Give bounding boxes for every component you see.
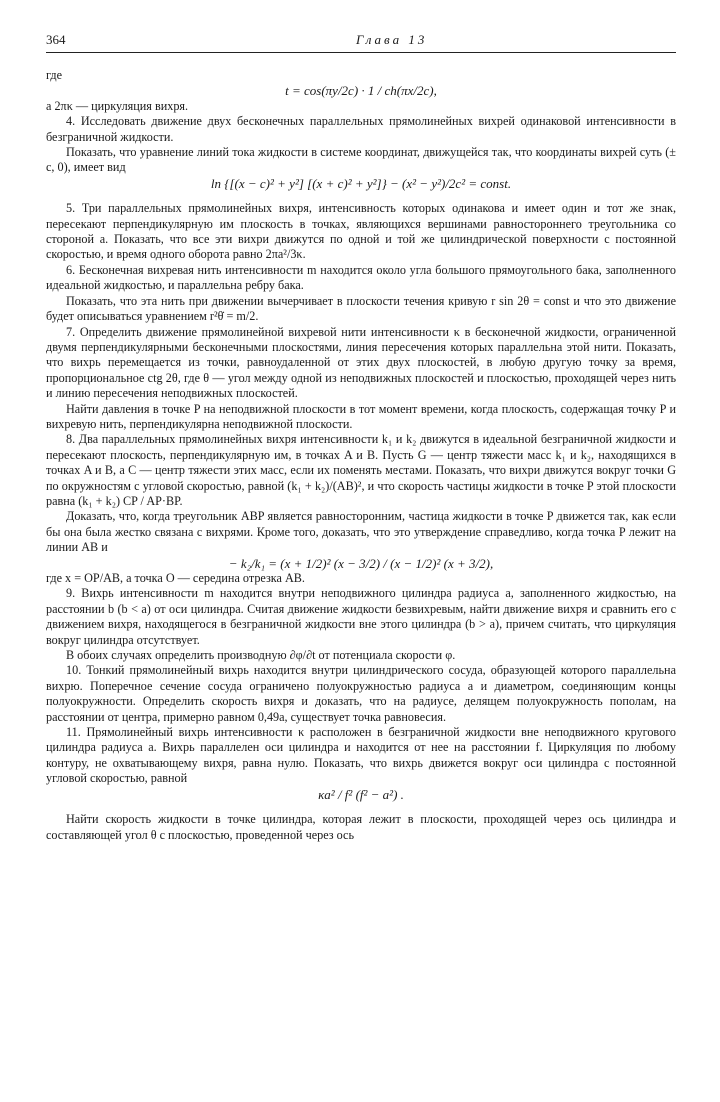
formula-streamlines: ln {[(x − c)² + y²] [(x + c)² + y²]} − (x² − y²)/2c² = const.: [210, 175, 512, 191]
problem-7-task: Найти давления в точке P на неподвижной плоскости в тот момент времени, когда плоскость, содержащая точку P и вихревую нить, перпендикулярна неподвижной плоскости.: [46, 401, 676, 431]
problem-6: 6. Бесконечная вихревая нить интенсивности m находится около угла большого прямоугольного бака, заполненного идеальной жидкостью, и параллельна ребру бака.: [46, 262, 676, 293]
problem-5: 5. Три параллельных прямолинейных вихря, интенсивность которых одинакова и имеет один и тот же знак, пересекают перпендикулярную им плоскость в точках, являющихся вершинами равностороннего треугольника со стороной a. Показать, что все эти вихри движутся по одной и той же цилиндрической поверхности с постоянной скоростью, и время одного оборота равно 2πa²/3κ.: [46, 201, 676, 262]
problem-4-task: Показать, что уравнение линий тока жидкости в системе координат, движущейся так, что координаты вихрей суть (± c, 0), имеет вид: [46, 145, 676, 175]
text-x-definition: где x = OP/AB, а точка O — середина отрезка AB.: [46, 571, 305, 585]
running-header: [46, 30, 676, 53]
problem-6-task: Показать, что эта нить при движении вычерчивает в плоскости течения кривую r sin 2θ = const и что это движение будет описываться уравнением r²θ̇ = m/2.: [46, 293, 676, 324]
formula-t: t = cos(πy/2c) · 1 / ch(πx/2c),: [285, 83, 437, 99]
text-circulation: а 2πκ — циркуляция вихря.: [46, 98, 189, 113]
page-body: [46, 68, 676, 843]
problem-4: 4. Исследовать движение двух бесконечных параллельных прямолинейных вихрей одинаковой интенсивности в безграничной жидкости.: [46, 114, 676, 144]
formula-k-ratio: − k₂/k₁ = (x + 1/2)² (x − 3/2) / (x − 1/2)² (x + 3/2),: [228, 555, 494, 571]
problem-10: 10. Тонкий прямолинейный вихрь находится внутри цилиндрического сосуда, образующей которого параллельна вихрю. Поперечное сечение сосуда ограничено полуокружностью радиуса a и диаметром, соединяющим концы полуокружности. Определить скорость вихря и доказать, что на радиусе, делящем полуокружность пополам, на расстоянии от центра, примерно равном 0,49a, существует точка равновесия.: [46, 663, 676, 724]
problem-11-task: Найти скорость жидкости в точке цилиндра, которая лежит в плоскости, проходящей через ось цилиндра и составляющей угол θ с плоскостью, проведенной через ось: [46, 812, 676, 842]
formula-angular-velocity: κa² / f² (f² − a²) .: [318, 786, 404, 802]
page-number: 364: [46, 32, 66, 47]
problem-9: 9. Вихрь интенсивности m находится внутри неподвижного цилиндра радиуса a, заполненного жидкостью, на расстоянии b (b < a) от оси цилиндра. Считая движение жидкости безвихревым, найти движение вихря и сравнить его с движением вихря, находящегося в безграничной жидкости вне этого цилиндра (b > a), причем считать, что циркуляция вокруг цилиндра отсутствует.: [46, 586, 676, 647]
text-where: где: [46, 68, 63, 82]
problem-9-task: В обоих случаях определить производную ∂φ/∂t от потенциала скорости φ.: [66, 648, 456, 663]
problem-8-task: Доказать, что, когда треугольник ABP является равносторонним, частица жидкости в точке P движется так, как если бы она была жестко связана с вихрями. Кроме того, доказать, что это утверждение справедливо, когда точка P лежит на линии AB и: [46, 509, 676, 555]
problem-7: 7. Определить движение прямолинейной вихревой нити интенсивности κ в бесконечной жидкости, ограниченной двумя перпендикулярными бесконечными плоскостями, линия пересечения которых параллельна этой нити. Показать, что вихрь перемещается из точки, равноудаленной от этих двух плоскостей, в любую другую точку за время, пропорциональное ctg 2θ, где θ — угол между одной из неподвижных плоскостей и плоскостью, проходящей через нить и линию пересечения неподвижных плоскостей.: [46, 324, 676, 401]
problem-11: 11. Прямолинейный вихрь интенсивности κ расположен в безграничной жидкости вне неподвижного кругового цилиндра радиуса a. Вихрь параллелен оси цилиндра и находится от нее на расстоянии f. Циркуляция по любому контуру, не охватывающему вихря, равна нулю. Показать, что вихрь движется вокруг оси цилиндра с постоянной угловой скоростью, равной: [46, 725, 676, 786]
problem-8: 8. Два параллельных прямолинейных вихря интенсивности k₁ и k₂ движутся в идеальной безграничной жидкости и пересекают плоскость, перпендикулярную им, в точках A и B. Пусть G — центр тяжести масс k₁ и k₂, находящихся в точках A и B, а C — центр тяжести этих масс, если их поменять местами. Показать, что вихри движутся вокруг точки G по окружностям с угловой скоростью, равной (k₁ + k₂)/(AB)², и что скорость частицы жидкости в точке P этой плоскости равна (k₁ + k₂) CP / AP·BP.: [46, 432, 676, 508]
chapter-title: Глава 13: [356, 32, 428, 47]
